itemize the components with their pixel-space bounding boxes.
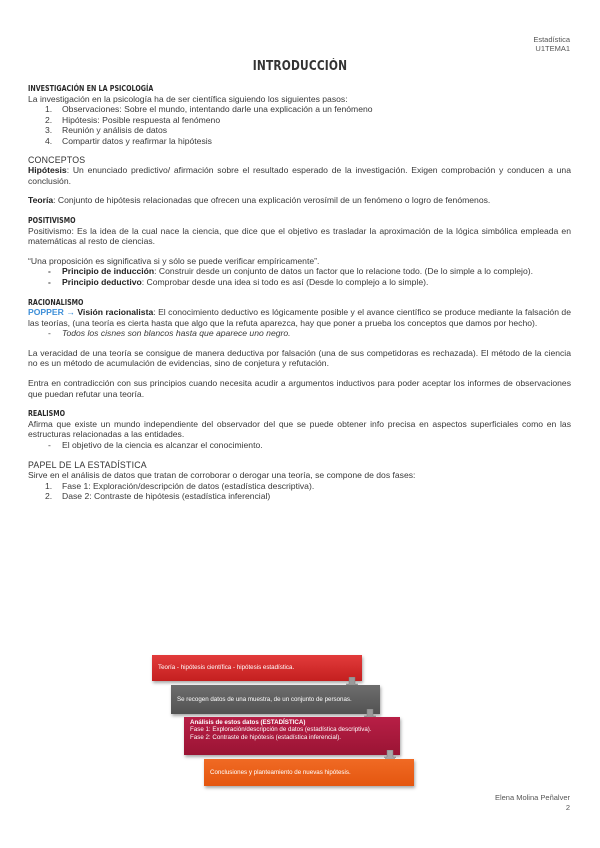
positivismo-quote: “Una proposición es significativa si y sólo se puede verificar empíricamente”. (28, 255, 320, 266)
realismo-list (28, 440, 571, 451)
investigacion-steps-list (28, 104, 571, 146)
list-item: 4. Compartir datos y reafirmar la hipótesis (45, 135, 212, 146)
down-arrow-icon (363, 709, 377, 723)
list-item: 2. Dase 2: Contraste de hipótesis (estadística inferencial) (45, 491, 271, 502)
list-item: 1. Observaciones: Sobre el mundo, intentando darle una explicación a un fenómeno (45, 104, 373, 115)
positivismo-principles-list (28, 266, 571, 287)
diagram-step-conclusions: Conclusiones y planteamiento de nuevas hipótesis. (204, 759, 414, 786)
list-item: - Principio deductivo: Comprobar desde una idea si todo es así (Desde lo complejo a lo simple). (48, 276, 429, 287)
footer-author: Elena Molina Peñalver (494, 793, 570, 802)
list-item: 1. Fase 1: Exploración/descripción de datos (estadística descriptiva). (45, 480, 315, 491)
papel-intro: Sirve en el análisis de datos que tratan de corroborar o derogar una teoría, se compone de dos fases: (28, 470, 416, 481)
section-heading-papel: PAPEL DE LA ESTADÍSTICA (28, 459, 147, 470)
header-unit: U1TEMA1 (535, 44, 570, 53)
racionalismo-example-list (28, 328, 571, 339)
teoria-definition: Teoría: Conjunto de hipótesis relacionadas que ofrecen una explicación verosímil de un fenómeno o logro de fenómenos. (28, 195, 491, 206)
page-number: 2 (565, 803, 570, 812)
page-footer (495, 793, 570, 813)
hipotesis-term: Hipótesis (28, 165, 67, 176)
hipotesis-definition: Hipótesis: Un enunciado predictivo/ afirmación sobre el resultado esperado de la investigación. Exigen comprobación y conducen a una conclusión. (28, 165, 571, 186)
racionalismo-text: POPPER → Visión racionalista: El conocimiento deductivo es lógicamente posible y el avance científico se produce mediante la falsación de las teorías, (una teoría es cierta hasta que algo que la refuta aparezca, hay que poner a prueba los conceptos que damos por hecho). (28, 307, 571, 328)
diagram-step-theory: Teoría - hipótesis científica - hipótesis estadística. (152, 655, 362, 681)
main-content (28, 83, 571, 502)
popper-label: POPPER → (28, 307, 75, 318)
realismo-text: Afirma que existe un mundo independiente del observador del que se puede obtener info precisa en aspectos superficiales como en las estructuras relacionadas a las entidades. (28, 418, 571, 440)
investigacion-intro: La investigación en la psicología ha de ser científica siguiendo los siguientes pasos: (28, 93, 348, 104)
page-header (533, 35, 570, 53)
page-title: INTRODUCCIÓN (252, 59, 348, 74)
diagram-step-data-collection: Se recogen datos de una muestra, de un conjunto de personas. (171, 685, 380, 714)
teoria-term: Teoría (28, 195, 54, 206)
section-heading-positivismo: POSITIVISMO (28, 214, 76, 225)
header-subject: Estadística (533, 35, 570, 44)
papel-phases-list (28, 481, 571, 502)
section-heading-conceptos: CONCEPTOS (28, 154, 86, 165)
section-heading-realismo: REALISMO (28, 408, 66, 419)
list-item: 2. Hipótesis: Posible respuesta al fenómeno (45, 114, 221, 125)
section-heading-investigacion: INVESTIGACIÓN EN LA PSICOLOGÍA (28, 83, 154, 93)
diagram-step-analysis: Análisis de estos datos (ESTADÍSTICA) Fase 1: Exploración/descripción de datos (estadística descriptiva). Fase 2: Contraste de hipótesis (estadística inferencial). (184, 717, 400, 755)
racionalismo-para2: Entra en contradicción con sus principios cuando necesita acudir a argumentos inductivos para poder aceptar los informes de observaciones que puedan refutar una teoría. (28, 378, 571, 399)
vision-racionalista-term: Visión racionalista (77, 307, 154, 318)
list-item: 3. Reunión y análisis de datos (45, 125, 168, 136)
list-item: - Todos los cisnes son blancos hasta que aparece uno negro. (48, 328, 291, 339)
down-arrow-icon (383, 750, 397, 764)
positivismo-text: Positivismo: Es la idea de la cual nace la ciencia, que dice que el objetivo es trasladar la aproximación de la lógica simbólica empleada en matemáticas al resto de ciencias. (28, 225, 571, 247)
section-heading-racionalismo: RACIONALISMO (28, 296, 84, 307)
list-item: - El objetivo de la ciencia es alcanzar el conocimiento. (48, 440, 263, 451)
list-item: - Principio de inducción: Construir desde un conjunto de datos un factor que lo relacione todo. (De lo simple a lo complejo). (48, 266, 533, 277)
racionalismo-para1: La veracidad de una teoría se consigue de manera deductiva por falsación (una de sus competidoras es rechazada). El método de la ciencia no es un método de acumulación de evidencias, sino de conjetura y refutación. (28, 347, 571, 369)
down-arrow-icon (345, 677, 359, 691)
